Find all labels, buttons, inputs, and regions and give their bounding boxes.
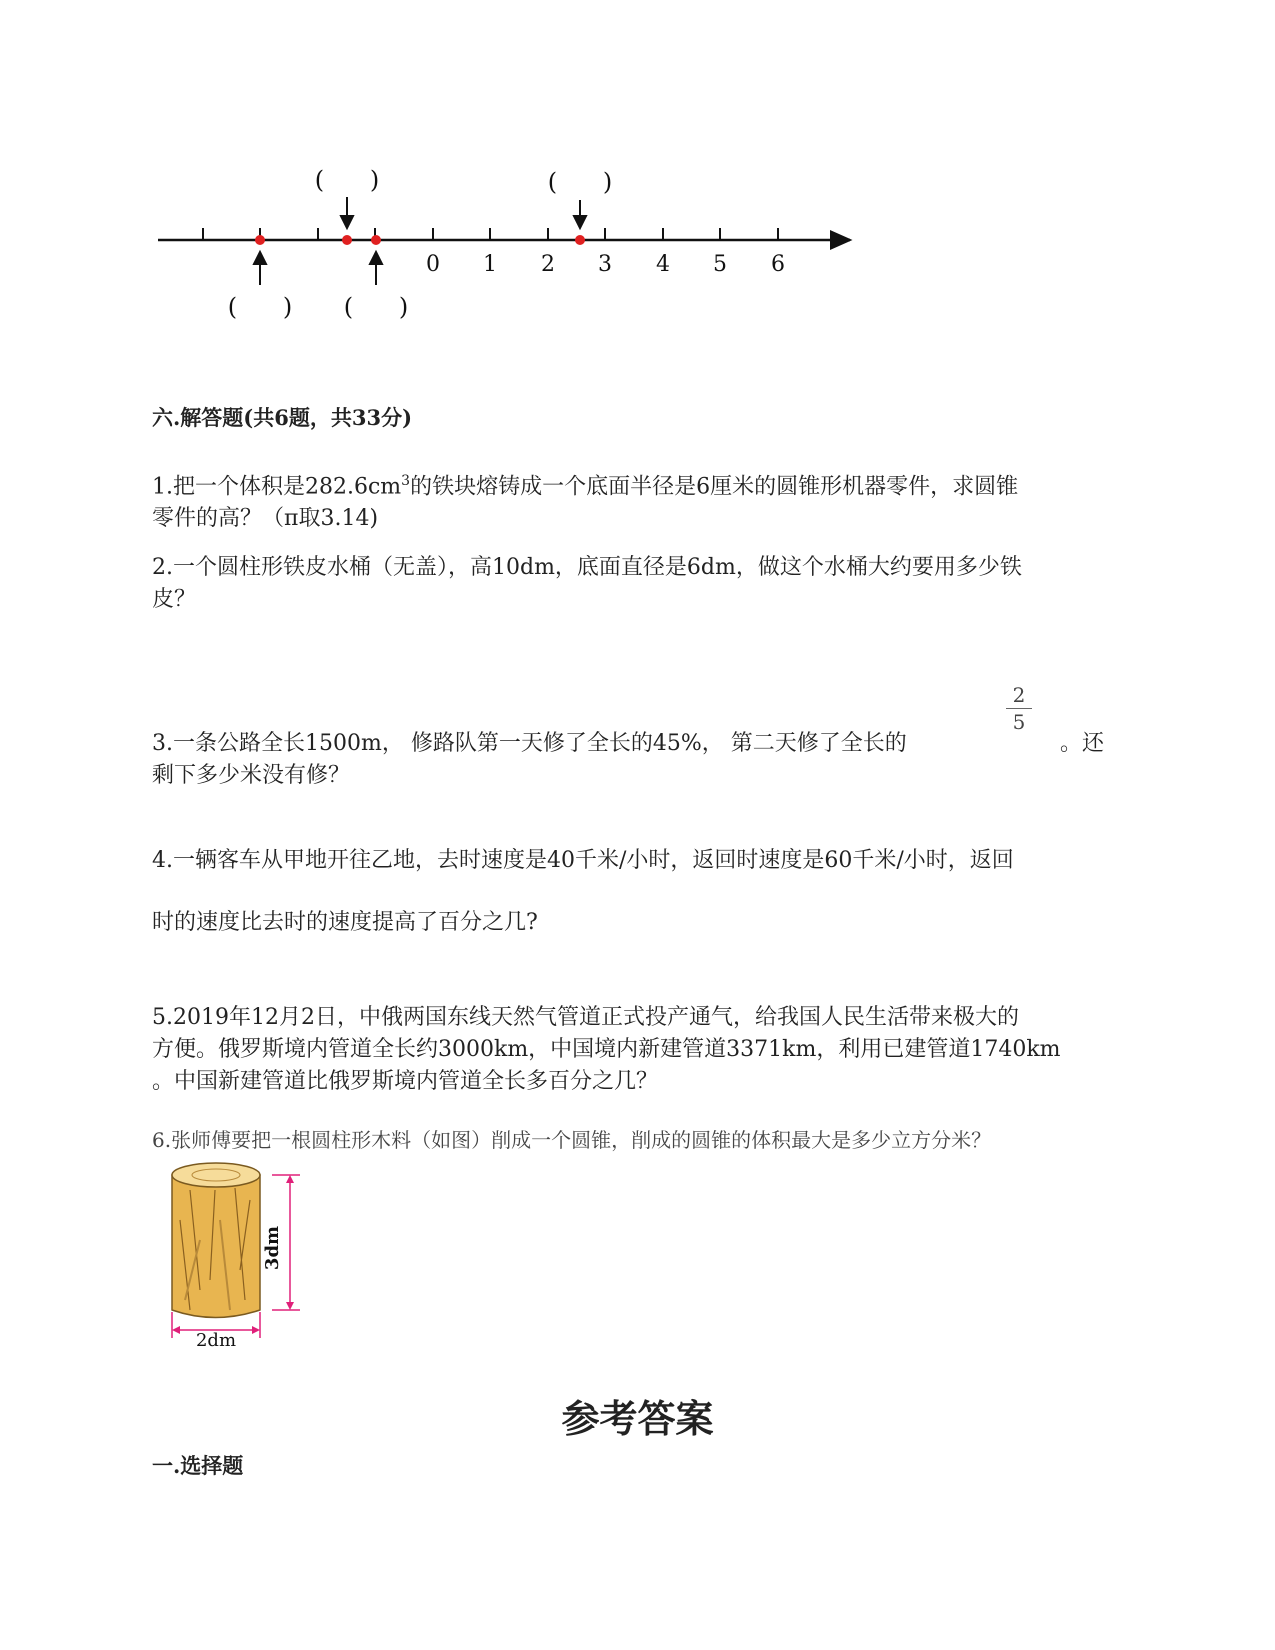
question-2: 2.一个圆柱形铁皮水桶（无盖），高10dm，底面直径是6dm，做这个水桶大约要用多少铁 皮？ (152, 555, 1022, 612)
tick-label: 3 (598, 252, 612, 277)
tick-label: 5 (713, 252, 727, 277)
marked-point (342, 235, 352, 245)
marked-point (255, 235, 265, 245)
section-title-6: 六.解答题(共6题，共33分) (152, 405, 413, 430)
fraction-two-fifths: 2 5 (1004, 683, 1034, 734)
answer-blank: ( ) (343, 293, 409, 321)
marked-point (371, 235, 381, 245)
answer-blank: ( ) (314, 166, 380, 194)
log-figure (160, 1160, 320, 1350)
marked-point (575, 235, 585, 245)
question-4: 4.一辆客车从甲地开往乙地，去时速度是40千米/小时，返回时速度是60千米/小时，返回 时的速度比去时的速度提高了百分之几? (152, 848, 1014, 935)
width-label: 2dm (195, 1330, 237, 1350)
answer-blank: ( ) (227, 293, 293, 321)
tick-label: 2 (541, 252, 555, 277)
answer-section-1: 一.选择题 (152, 1453, 244, 1478)
question-3: 3.一条公路全长1500m， 修路队第一天修了全长的45%， 第二天修了全长的 剩下多少米没有修？ (152, 731, 907, 788)
tick-label: 1 (483, 252, 497, 277)
tick-label: 6 (771, 252, 785, 277)
question-1: 1.把一个体积是$282.6cm^3$的铁块熔铸成一个底面半径是6厘米的圆锥形机器零件，求圆锥 零件的高？（π取3.14) (152, 473, 1019, 532)
question-6: 6.张师傅要把一根圆柱形木料（如图）削成一个圆锥，削成的圆锥的体积最大是多少立方分米？ (152, 1128, 992, 1152)
question-5: 5.2019年12月2日，中俄两国东线天然气管道正式投产通气，给我国人民生活带来极大的 方便。俄罗斯境内管道全长约3000km，中国境内新建管道3371km，利用已建管道1740km 。中国新建管道比俄罗斯境内管道全长多百分之几？ (152, 1005, 1061, 1094)
height-label: 3dm (262, 1225, 283, 1271)
tick-label: 4 (656, 252, 670, 277)
question-3-line-end: 。还 (1060, 731, 1105, 756)
number-line-figure (150, 160, 910, 340)
axis-ticks (203, 228, 778, 240)
answer-key-title: 参考答案 (561, 1396, 714, 1441)
answer-blank: ( ) (547, 168, 613, 196)
tick-label: 0 (426, 252, 440, 277)
